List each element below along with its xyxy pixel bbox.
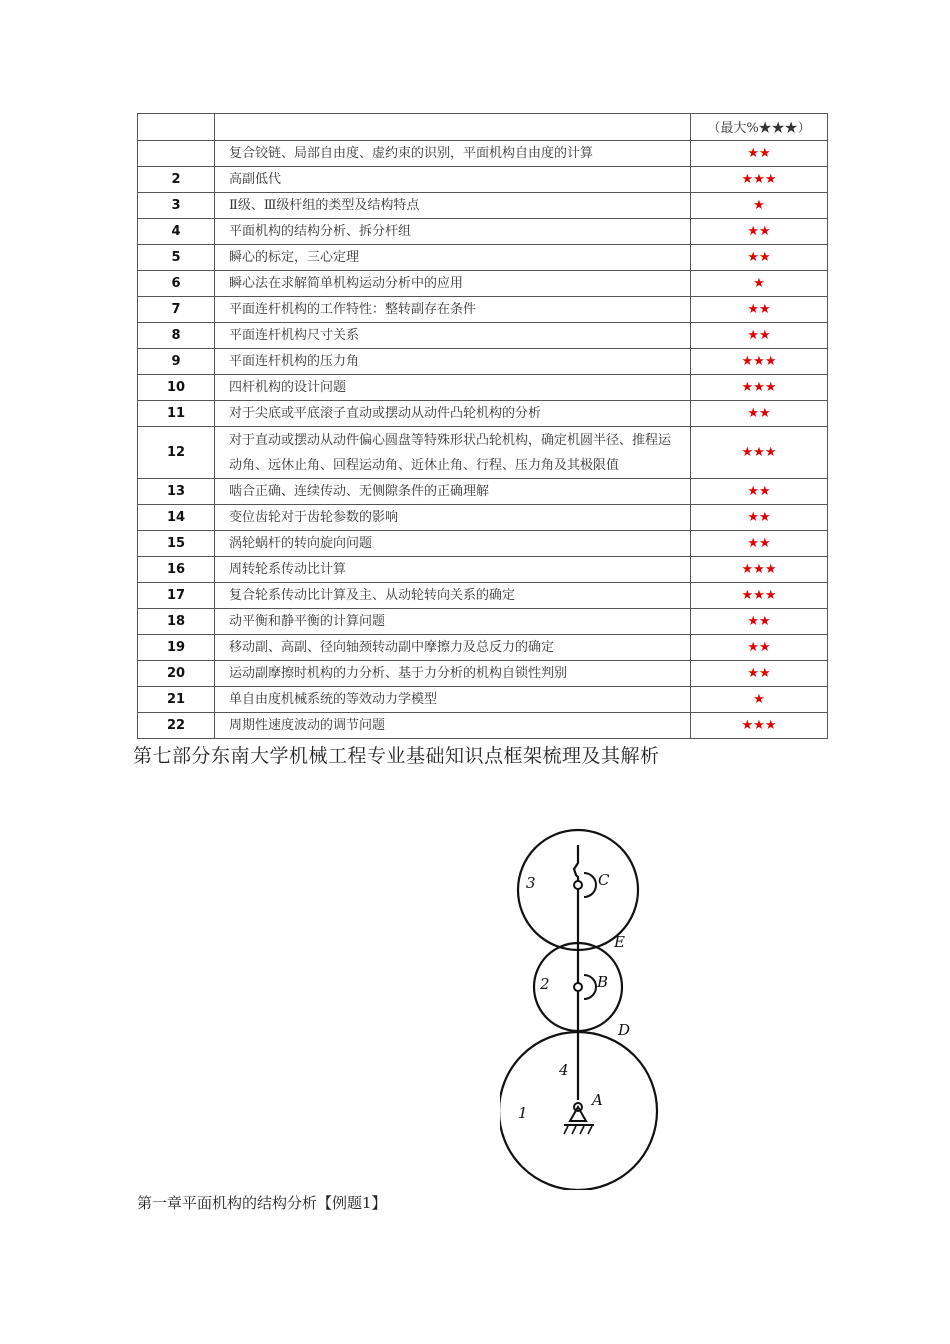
table-row — [138, 687, 828, 713]
row-rating-stars: ★ — [691, 687, 828, 713]
table-row — [138, 635, 828, 661]
table-row — [138, 167, 828, 193]
row-number: 5 — [138, 245, 215, 271]
row-topic: 平面连杆机构的工作特性：整转副存在条件 — [215, 297, 691, 323]
label-c: C — [598, 871, 610, 889]
row-topic: 高副低代 — [215, 167, 691, 193]
row-topic: 移动副、高副、径向轴颈转动副中摩擦力及总反力的确定 — [215, 635, 691, 661]
row-topic: 平面连杆机构的压力角 — [215, 349, 691, 375]
table-row — [138, 661, 828, 687]
table-row — [138, 323, 828, 349]
row-rating-stars: ★★★ — [691, 427, 828, 479]
row-number: 19 — [138, 635, 215, 661]
row-topic: 对于尖底或平底滚子直动或摆动从动件凸轮机构的分析 — [215, 401, 691, 427]
row-rating-stars: ★★ — [691, 661, 828, 687]
row-number: 7 — [138, 297, 215, 323]
row-rating-stars: ★★★ — [691, 375, 828, 401]
knowledge-point-table — [137, 113, 828, 739]
label-e: E — [614, 933, 625, 951]
row-rating-stars: ★★ — [691, 245, 828, 271]
row-number: 16 — [138, 557, 215, 583]
row-rating-stars: ★★★ — [691, 583, 828, 609]
table-row — [138, 609, 828, 635]
row-topic: 变位齿轮对于齿轮参数的影响 — [215, 505, 691, 531]
label-arm-4: 4 — [559, 1061, 569, 1079]
row-number: 17 — [138, 583, 215, 609]
label-d: D — [618, 1021, 631, 1039]
pivot-b — [574, 983, 582, 991]
row-topic: 运动副摩擦时机构的力分析、基于力分析的机构自锁性判别 — [215, 661, 691, 687]
table-row — [138, 557, 828, 583]
section-title: 第七部分东南大学机械工程专业基础知识点框架梳理及其解析 — [133, 745, 660, 767]
row-topic: 四杆机构的设计问题 — [215, 375, 691, 401]
label-b: B — [597, 973, 609, 991]
row-topic: 单自由度机械系统的等效动力学模型 — [215, 687, 691, 713]
row-number: 13 — [138, 479, 215, 505]
row-number: 21 — [138, 687, 215, 713]
row-topic: 瞬心的标定，三心定理 — [215, 245, 691, 271]
table-row — [138, 713, 828, 739]
row-topic: 涡轮蜗杆的转向旋向问题 — [215, 531, 691, 557]
row-topic: 瞬心法在求解简单机构运动分析中的应用 — [215, 271, 691, 297]
table-row — [138, 349, 828, 375]
row-number: 8 — [138, 323, 215, 349]
table-row — [138, 271, 828, 297]
pivot-b-bracket — [584, 975, 596, 999]
row-number — [138, 141, 215, 167]
label-gear-3: 3 — [526, 874, 536, 892]
row-rating-stars: ★★ — [691, 219, 828, 245]
table-row — [138, 193, 828, 219]
row-rating-stars: ★★ — [691, 505, 828, 531]
row-number: 15 — [138, 531, 215, 557]
row-number: 12 — [138, 427, 215, 479]
row-rating-stars: ★★★ — [691, 557, 828, 583]
row-topic: 周期性速度波动的调节问题 — [215, 713, 691, 739]
ground-hatch — [564, 1126, 592, 1134]
table-row — [138, 427, 828, 479]
gear-train-figure — [500, 815, 670, 1190]
row-topic: Ⅱ级、Ⅲ级杆组的类型及结构特点 — [215, 193, 691, 219]
table-row — [138, 245, 828, 271]
chapter-line: 第一章平面机构的结构分析【例题1】 — [137, 1194, 387, 1212]
table-row — [138, 531, 828, 557]
table-row — [138, 375, 828, 401]
header-num-cell — [138, 114, 215, 141]
row-number: 9 — [138, 349, 215, 375]
table-row — [138, 141, 828, 167]
row-number: 20 — [138, 661, 215, 687]
row-rating-stars: ★★★ — [691, 713, 828, 739]
pivot-c-bracket — [584, 873, 596, 897]
row-topic: 平面连杆机构尺寸关系 — [215, 323, 691, 349]
row-rating-stars: ★★ — [691, 141, 828, 167]
row-topic: 啮合正确、连续传动、无侧隙条件的正确理解 — [215, 479, 691, 505]
row-rating-stars: ★★ — [691, 531, 828, 557]
row-rating-stars: ★★★ — [691, 349, 828, 375]
row-rating-stars: ★★ — [691, 323, 828, 349]
row-rating-stars: ★★★ — [691, 167, 828, 193]
row-number: 2 — [138, 167, 215, 193]
row-rating-stars: ★★ — [691, 479, 828, 505]
label-gear-2: 2 — [540, 975, 550, 993]
row-rating-stars: ★★ — [691, 401, 828, 427]
row-rating-stars: ★★ — [691, 297, 828, 323]
row-topic: 平面机构的结构分析、拆分杆组 — [215, 219, 691, 245]
table-row — [138, 479, 828, 505]
row-number: 6 — [138, 271, 215, 297]
table-row — [138, 297, 828, 323]
label-a: A — [592, 1091, 603, 1109]
table-header-row — [138, 114, 828, 141]
row-number: 4 — [138, 219, 215, 245]
row-number: 18 — [138, 609, 215, 635]
row-rating-stars: ★ — [691, 193, 828, 219]
row-number: 22 — [138, 713, 215, 739]
row-rating-stars: ★★ — [691, 635, 828, 661]
row-topic: 复合轮系传动比计算及主、从动轮转向关系的确定 — [215, 583, 691, 609]
row-number: 14 — [138, 505, 215, 531]
row-topic: 动平衡和静平衡的计算问题 — [215, 609, 691, 635]
row-number: 11 — [138, 401, 215, 427]
table-row — [138, 505, 828, 531]
header-topic-cell — [215, 114, 691, 141]
table-row — [138, 583, 828, 609]
row-number: 10 — [138, 375, 215, 401]
table-row — [138, 219, 828, 245]
row-rating-stars: ★★ — [691, 609, 828, 635]
row-number: 3 — [138, 193, 215, 219]
row-topic: 周转轮系传动比计算 — [215, 557, 691, 583]
row-rating-stars: ★ — [691, 271, 828, 297]
label-gear-1: 1 — [518, 1104, 528, 1122]
pivot-c — [574, 881, 582, 889]
row-topic: 对于直动或摆动从动件偏心圆盘等特殊形状凸轮机构，确定机圆半径、推程运动角、远休止角、回程运动角、近休止角、行程、压力角及其极限值 — [215, 427, 691, 479]
table-row — [138, 401, 828, 427]
row-topic: 复合铰链、局部自由度、虚约束的识别，平面机构自由度的计算 — [215, 141, 691, 167]
rating-note: （最大%★★★） — [691, 114, 828, 141]
